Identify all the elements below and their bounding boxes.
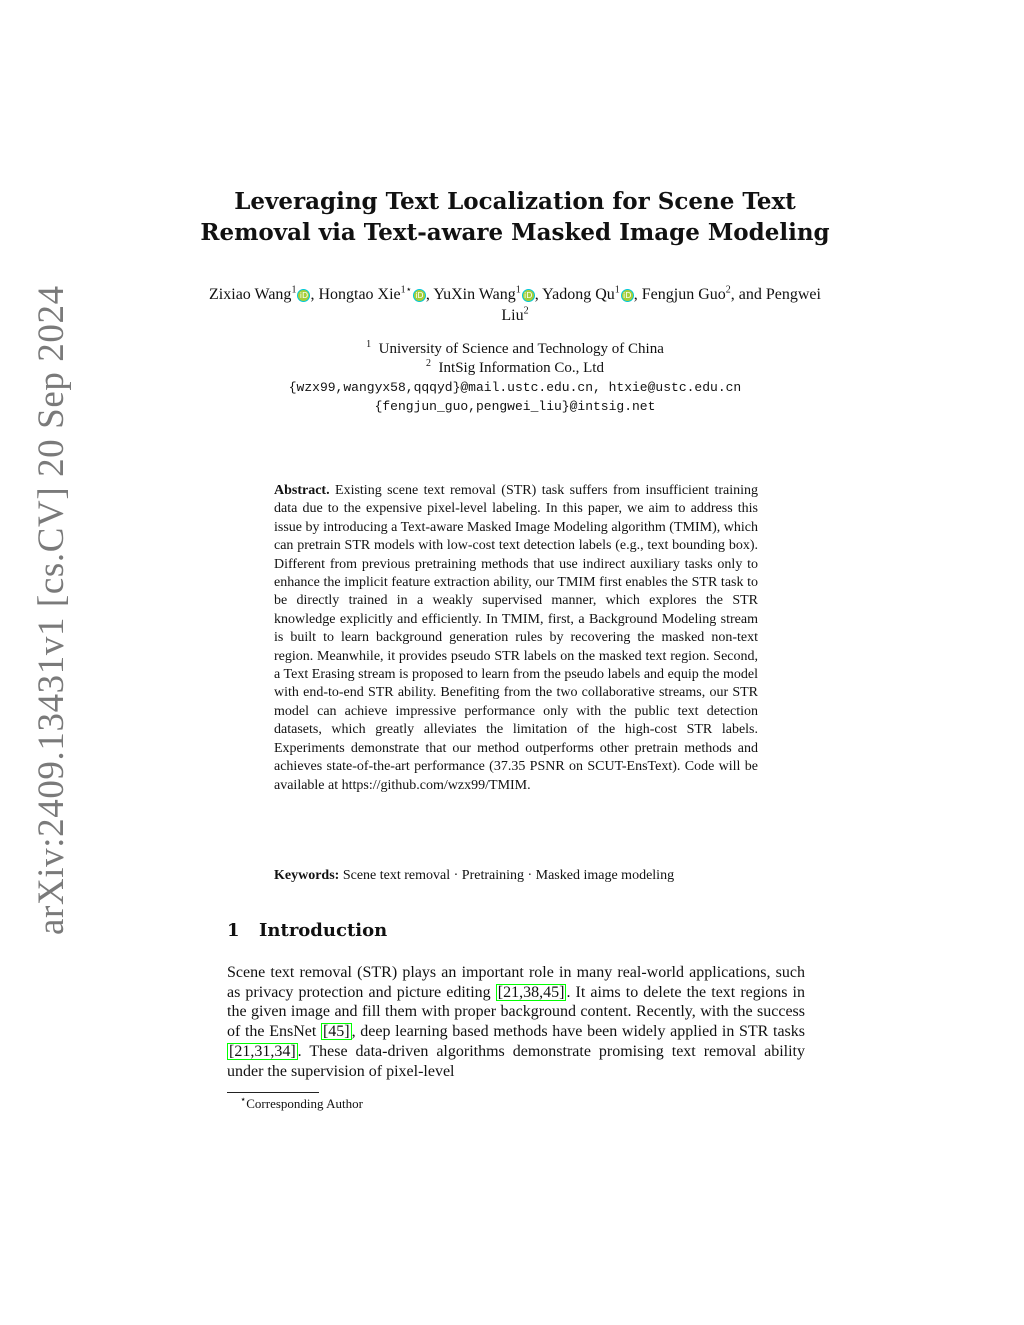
affil-name: IntSig Information Co., Ltd	[438, 360, 604, 376]
author-affil-mark: 1	[614, 284, 620, 296]
footnote-text: Corresponding Author	[246, 1096, 363, 1111]
intro-text: Scene text removal (STR) plays an important role in many real-world applications, such as privacy protection and picture editing	[227, 964, 805, 1001]
abstract-label: Abstract.	[274, 483, 330, 498]
citation-number[interactable]: 45	[328, 1023, 345, 1041]
affil-mark: 1	[366, 339, 372, 350]
citation-number[interactable]: 31	[254, 1042, 271, 1060]
affiliations	[200, 340, 830, 416]
title-line-1: Leveraging Text Localization for Scene Text	[234, 188, 796, 215]
author-name: Zixiao Wang	[209, 286, 292, 303]
citation-number[interactable]: 45	[543, 983, 560, 1001]
footnote	[240, 1096, 363, 1112]
abstract-text: Existing scene text removal (STR) task suffers from insufficient training data due to the expensive pixel-level labeling. In this paper, we aim to address this issue by introducing a Text-aware Masked Image Modeling algorithm (TMIM), which can pretrain STR models with low-cost text detection labels (e.g., text bounding box). Different from previous pretraining methods that use indirect auxiliary tasks only to enhance the implicit feature extraction ability, our TMIM first enables the STR task to be directly trained in a weakly supervised manner, which explores the STR knowledge explicitly and efficiently. In TMIM, first, a Background Modeling stream is built to learn background generation rules by recovering the masked non-text region. Meanwhile, it provides pseudo STR labels on the masked text region. Second, a Text Erasing stream is proposed to learn from the pseudo labels and equip the model with end-to-end STR ability. Benefiting from the two collaborative streams, our STR model can achieve impressive performance only with the public text detection datasets, which greatly alleviates the limitation of the high-cost STR labels. Experiments demonstrate that our method outperforms other pretrain methods and achieves state-of-the-art performance (37.35 PSNR on SCUT-EnsText). Code will be available at https://github.com/wzx99/TMIM.	[274, 483, 759, 793]
intro-text: . These data-driven algorithms demonstrate promising text removal ability under the supervision of pixel-level	[227, 1042, 805, 1080]
author-affil-mark: 1⋆	[400, 284, 412, 296]
author-list: Zixiao Wang$^1$ iD , Hongtao Xie$^{1⋆}$ iD , YuXin Wang$^1$ iD , Yadong Qu$^1$ iD , Fengjun Guo$^2$, and Pengwei Liu$^2$	[209, 284, 821, 324]
orcid-icon[interactable]: iD	[413, 289, 426, 302]
footnote-mark: ⋆	[240, 1094, 247, 1106]
citation-number[interactable]: 21	[503, 983, 520, 1001]
section-heading	[227, 920, 387, 941]
citation-number[interactable]: 34	[274, 1042, 291, 1060]
keywords-text: Scene text removal · Pretraining · Masked image modeling	[342, 868, 675, 883]
citation-number[interactable]: 38	[523, 983, 540, 1001]
affil-mark: 2	[426, 358, 432, 369]
email-line[interactable]: {wzx99,wangyx58,qqqyd}@mail.ustc.edu.cn, htxie@ustc.edu.cn	[288, 380, 742, 395]
author-affil-mark: 1	[291, 284, 297, 296]
section-title: Introduction	[259, 920, 388, 941]
section-number: 1	[227, 920, 240, 941]
citation-link[interactable]: [21,38,45]	[497, 983, 565, 1001]
affil-name: University of Science and Technology of China	[378, 341, 664, 357]
intro-text: . It aims to delete the text regions in the given image and fill them with proper background content. Recently, with the success of the EnsNet	[227, 983, 806, 1041]
email-line[interactable]: {fengjun_guo,pengwei_liu}@intsig.net	[374, 399, 656, 414]
author-affil-mark: 2	[725, 284, 731, 296]
orcid-icon[interactable]: iD	[621, 289, 634, 302]
author-name: YuXin Wang	[433, 286, 516, 303]
footnote-rule	[227, 1092, 319, 1093]
citation-link[interactable]: [21,31,34]	[229, 1042, 296, 1060]
keywords	[274, 867, 758, 885]
author-affil-mark: 2	[523, 305, 529, 317]
author-name: Fengjun Guo	[641, 286, 726, 303]
author-name: Hongtao Xie	[318, 286, 401, 303]
title-line-2: Removal via Text-aware Masked Image Modeling	[200, 219, 830, 246]
keywords-label: Keywords:	[274, 868, 340, 883]
intro-text: , deep learning based methods have been widely applied in STR tasks	[351, 1023, 806, 1041]
citation-link[interactable]: [45]	[322, 1023, 350, 1041]
citation-number[interactable]: 21	[234, 1042, 251, 1060]
author-conjunction: and	[738, 286, 762, 303]
author-affil-mark: 1	[515, 284, 521, 296]
abstract	[274, 482, 758, 795]
orcid-icon[interactable]: iD	[522, 289, 535, 302]
orcid-icon[interactable]: iD	[297, 289, 310, 302]
intro-paragraph	[227, 963, 805, 1081]
author-name: Pengwei Liu	[501, 286, 821, 324]
author-name: Yadong Qu	[542, 286, 615, 303]
arxiv-identifier: arXiv:2409.13431v1 [cs.CV] 20 Sep 2024	[31, 285, 72, 935]
paper-title	[160, 186, 870, 248]
